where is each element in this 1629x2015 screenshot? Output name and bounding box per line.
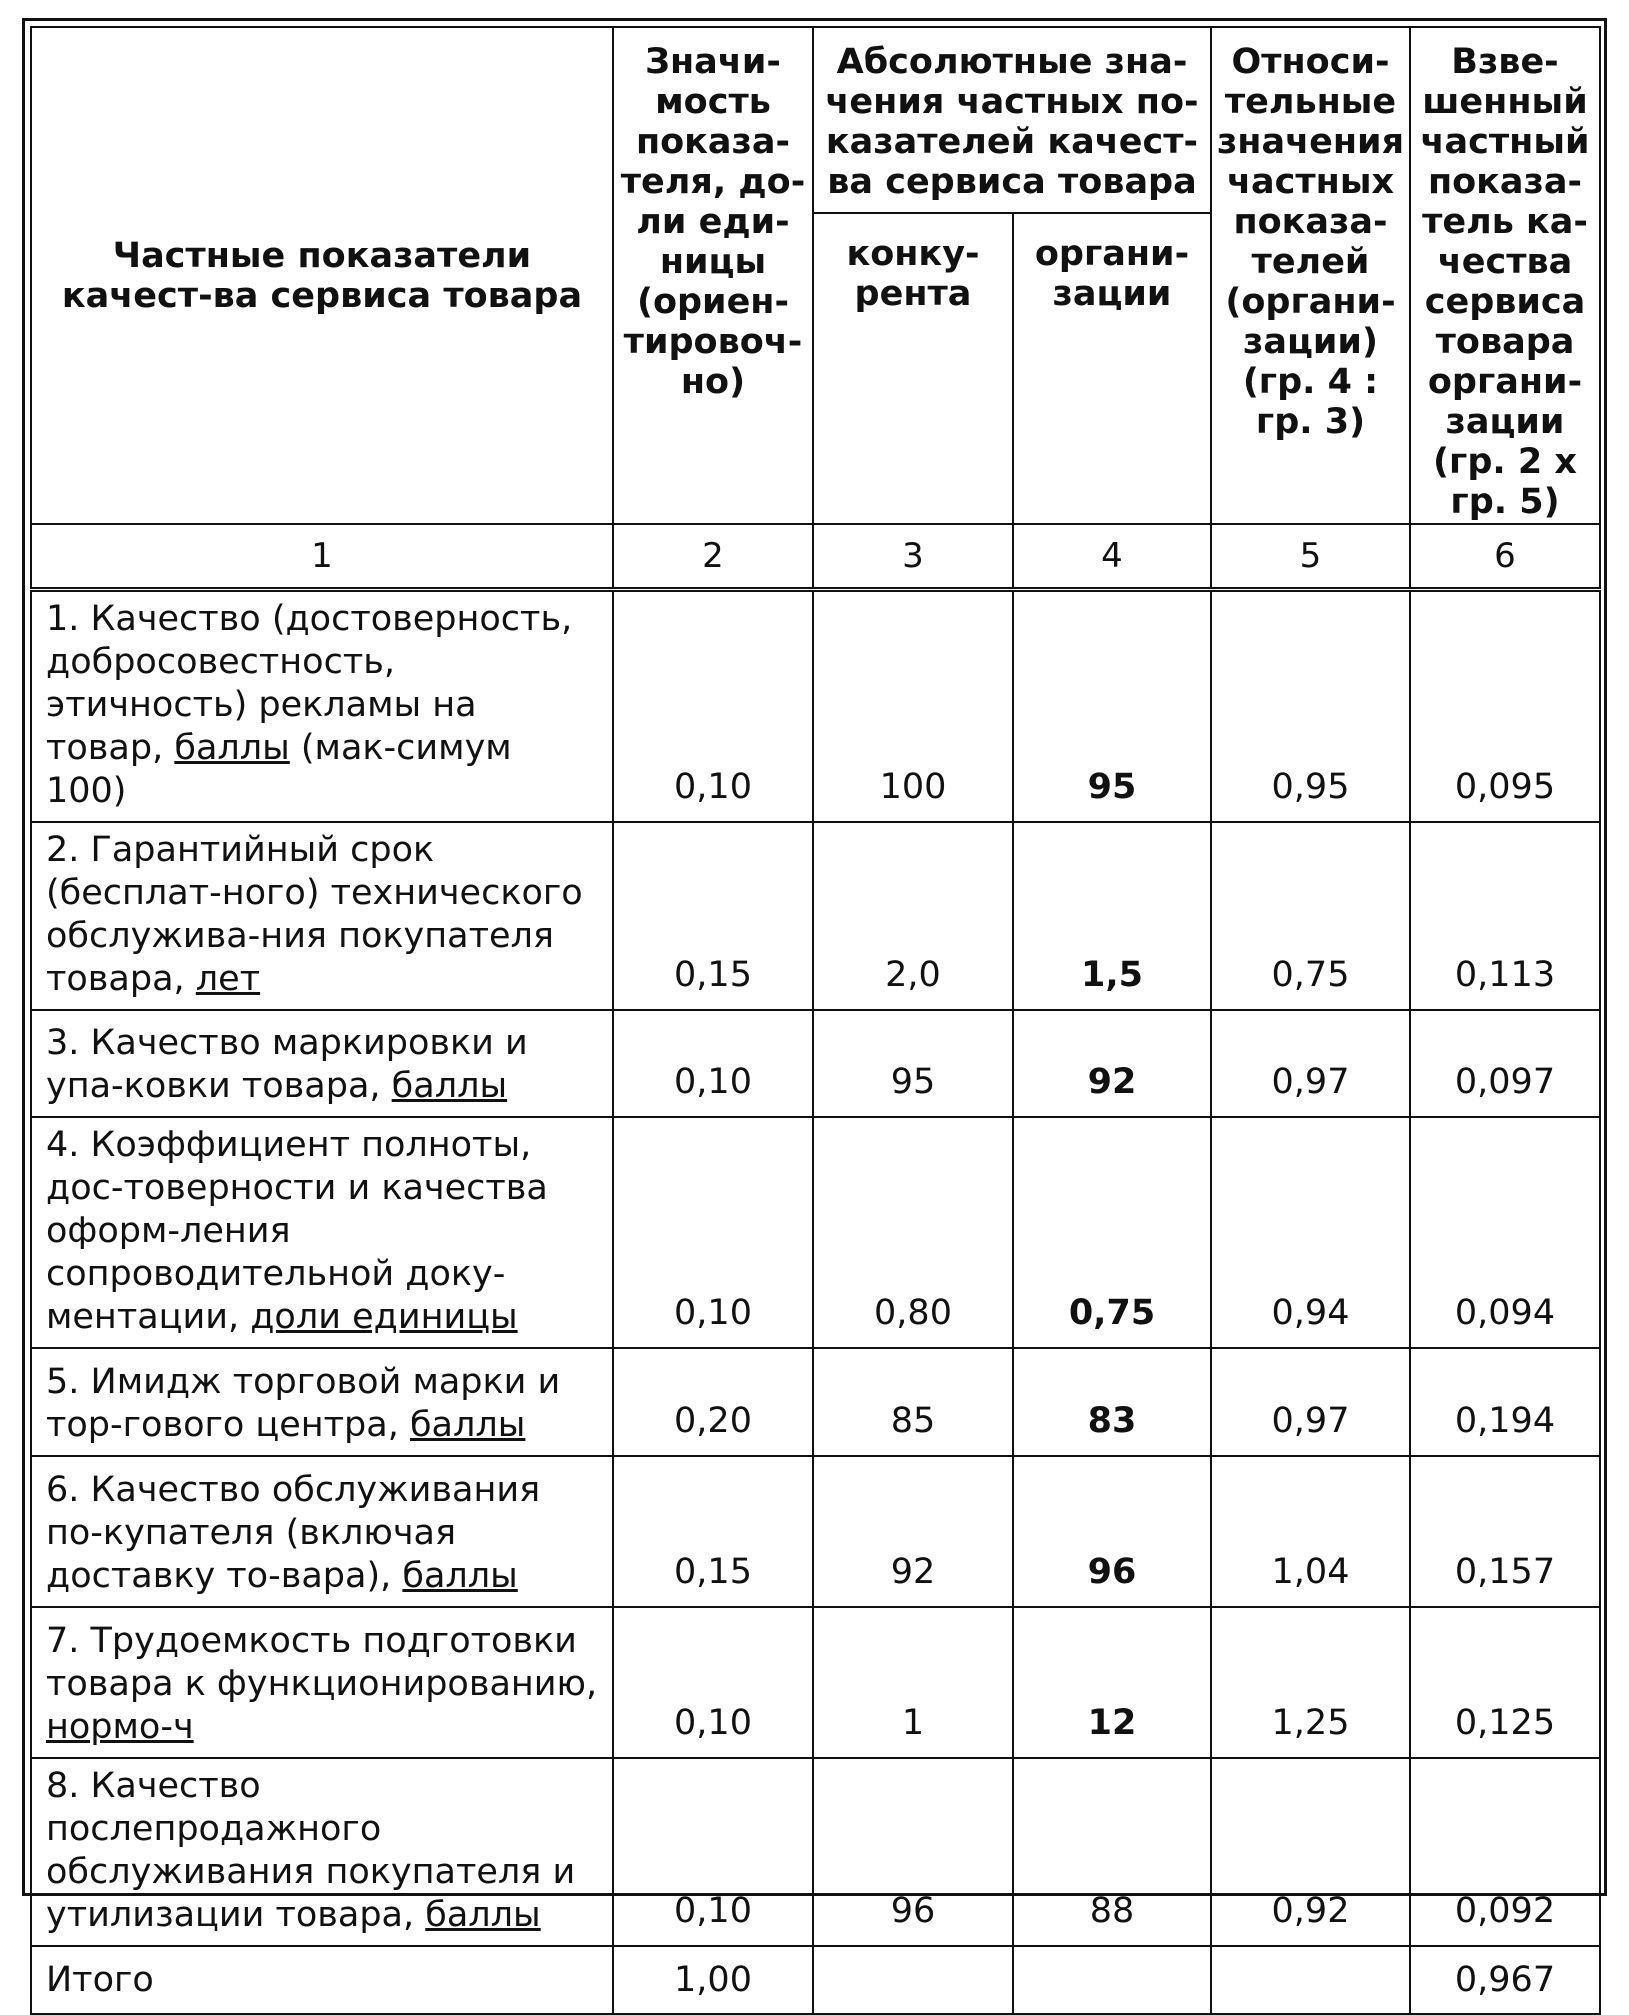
competitor-value: 1 [813, 1607, 1013, 1758]
indicator-name: 6. Качество обслуживания по-купателя (включая доставку то-вара), баллы [31, 1456, 613, 1607]
weighted-value: 0,095 [1410, 590, 1600, 823]
indicator-unit: баллы [174, 728, 290, 768]
indicator-name: 3. Качество маркировки и упа-ковки товара, баллы [31, 1010, 613, 1117]
total-label: Итого [31, 1946, 613, 2014]
column-number: 3 [813, 524, 1013, 590]
indicator-unit: баллы [409, 1405, 526, 1445]
column-number: 6 [1410, 524, 1600, 590]
relative-value: 0,95 [1211, 590, 1410, 823]
relative-value: 0,97 [1211, 1348, 1410, 1456]
empty-cell [1211, 1946, 1410, 2014]
indicator-name: 8. Качество послепродажного обслуживания покупателя и утилизации товара, баллы [31, 1758, 613, 1946]
weighted-value: 0,125 [1410, 1607, 1600, 1758]
competitor-value: 100 [813, 590, 1013, 823]
indicator-unit: доли единицы [250, 1297, 518, 1337]
header-relative-values: Относи-тельные значения частных показа-телей (органи-зации) (гр. 4 : гр. 3) [1211, 27, 1410, 524]
table-row [31, 1758, 1600, 1946]
indicator-unit: баллы [391, 1066, 508, 1106]
total-significance: 1,00 [613, 1946, 813, 2014]
relative-value: 0,97 [1211, 1010, 1410, 1117]
table-row [31, 822, 1600, 1010]
significance-value: 0,10 [613, 1758, 813, 1946]
significance-value: 0,10 [613, 1010, 813, 1117]
column-number: 5 [1211, 524, 1410, 590]
significance-value: 0,10 [613, 590, 813, 823]
table-row [31, 1607, 1600, 1758]
competitor-value: 2,0 [813, 822, 1013, 1010]
table-row [31, 1117, 1600, 1348]
table-row [31, 590, 1600, 823]
organization-value: 12 [1013, 1607, 1211, 1758]
indicator-unit: лет [195, 959, 261, 999]
weighted-value: 0,097 [1410, 1010, 1600, 1117]
table-row [31, 1456, 1600, 1607]
indicator-name: 5. Имидж торговой марки и тор-гового центра, баллы [31, 1348, 613, 1456]
relative-value: 1,25 [1211, 1607, 1410, 1758]
indicator-unit: нормо-ч [46, 1707, 194, 1747]
competitor-value: 92 [813, 1456, 1013, 1607]
total-row [31, 1946, 1600, 2014]
organization-value: 96 [1013, 1456, 1211, 1607]
total-weighted: 0,967 [1410, 1946, 1600, 2014]
header-weighted-indicator: Взве-шенный частный показа-тель ка-чества сервиса товара органи-зации (гр. 2 х гр. 5) [1410, 27, 1600, 524]
weighted-value: 0,094 [1410, 1117, 1600, 1348]
organization-value: 88 [1013, 1758, 1211, 1946]
significance-value: 0,15 [613, 1456, 813, 1607]
relative-value: 1,04 [1211, 1456, 1410, 1607]
relative-value: 0,92 [1211, 1758, 1410, 1946]
service-quality-table [30, 26, 1601, 2015]
organization-value: 0,75 [1013, 1117, 1211, 1348]
indicator-name: 1. Качество (достоверность, добросовестность, этичность) рекламы на товар, баллы (мак-симум 100) [31, 590, 613, 823]
header-significance: Значи-мость показа-теля, до-ли еди-ницы (ориен-тировоч-но) [613, 27, 813, 524]
header-absolute-values: Абсолютные зна-чения частных по-казателей качест-ва сервиса товара [813, 27, 1211, 213]
empty-cell [813, 1946, 1013, 2014]
table-row [31, 1348, 1600, 1456]
competitor-value: 85 [813, 1348, 1013, 1456]
weighted-value: 0,194 [1410, 1348, 1600, 1456]
indicator-unit: баллы [425, 1895, 541, 1935]
organization-value: 83 [1013, 1348, 1211, 1456]
relative-value: 0,75 [1211, 822, 1410, 1010]
indicator-name: 2. Гарантийный срок (бесплат-ного) технического обслужива-ния покупателя товара, лет [31, 822, 613, 1010]
weighted-value: 0,157 [1410, 1456, 1600, 1607]
significance-value: 0,15 [613, 822, 813, 1010]
empty-cell [1013, 1946, 1211, 2014]
table-row [31, 1010, 1600, 1117]
competitor-value: 0,80 [813, 1117, 1013, 1348]
significance-value: 0,10 [613, 1607, 813, 1758]
header-competitor: конку-рента [813, 213, 1013, 524]
significance-value: 0,20 [613, 1348, 813, 1456]
weighted-value: 0,113 [1410, 822, 1600, 1010]
organization-value: 1,5 [1013, 822, 1211, 1010]
header-indicators: Частные показатели качест-ва сервиса товара [31, 27, 613, 524]
column-number: 4 [1013, 524, 1211, 590]
significance-value: 0,10 [613, 1117, 813, 1348]
weighted-value: 0,092 [1410, 1758, 1600, 1946]
header-organization: органи-зации [1013, 213, 1211, 524]
organization-value: 95 [1013, 590, 1211, 823]
competitor-value: 95 [813, 1010, 1013, 1117]
column-number: 1 [31, 524, 613, 590]
column-numbers-row [31, 524, 1600, 590]
indicator-name: 4. Коэффициент полноты, дос-товерности и качества оформ-ления сопроводительной доку-ментации, доли единицы [31, 1117, 613, 1348]
column-number: 2 [613, 524, 813, 590]
indicator-name: 7. Трудоемкость подготовки товара к функционированию, нормо-ч [31, 1607, 613, 1758]
indicator-unit: баллы [402, 1556, 518, 1596]
organization-value: 92 [1013, 1010, 1211, 1117]
relative-value: 0,94 [1211, 1117, 1410, 1348]
header-row-1 [31, 27, 1600, 213]
competitor-value: 96 [813, 1758, 1013, 1946]
